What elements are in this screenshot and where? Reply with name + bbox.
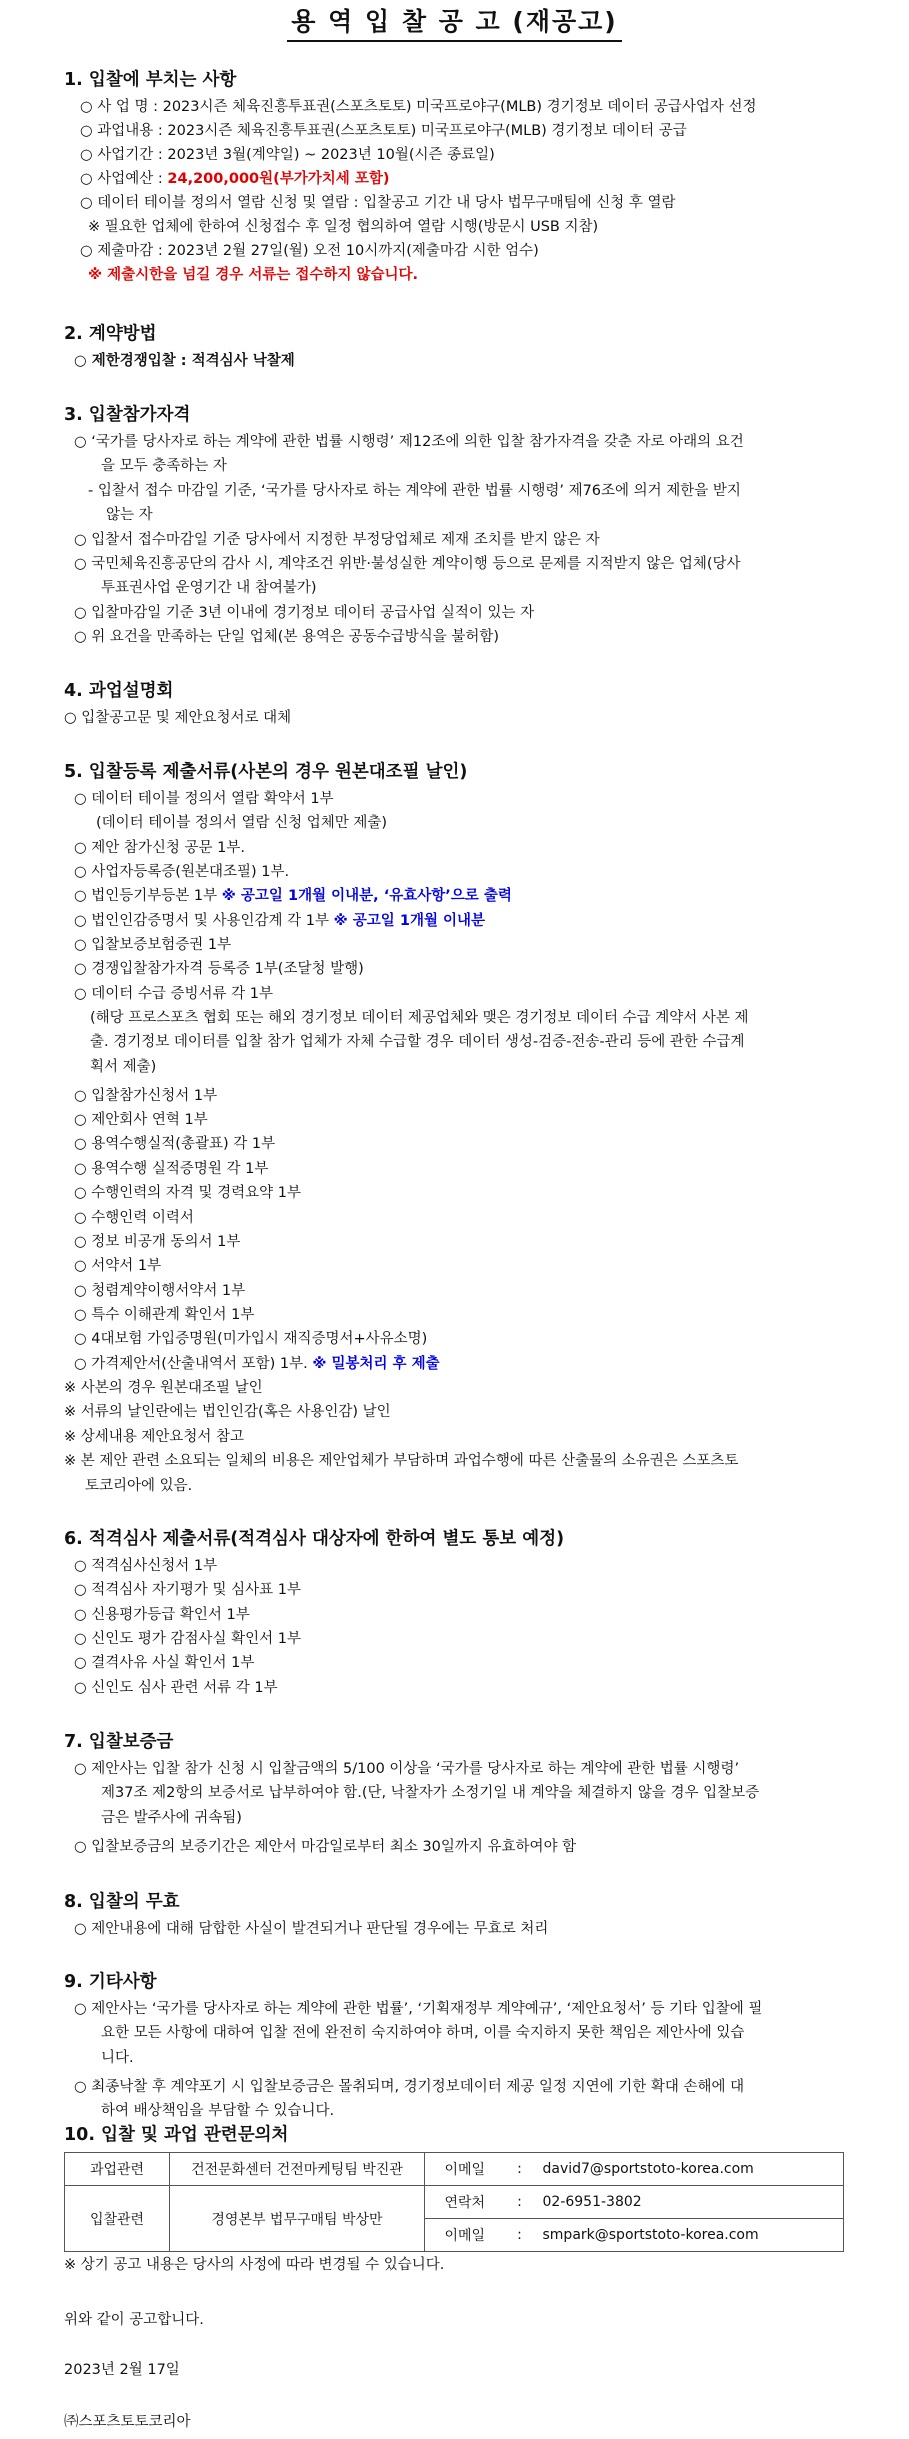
section-6-heading: 6. 적격심사 제출서류(적격심사 대상자에 한하여 별도 통보 예정) bbox=[64, 1529, 565, 1549]
section-2-heading: 2. 계약방법 bbox=[64, 324, 157, 344]
s1-data-table: ○ 데이터 테이블 정의서 열람 신청 및 열람 : 입찰공고 기간 내 당사 법무구매팀에 신청 후 열람 bbox=[80, 195, 676, 211]
s5-item-17: ○ 청렴계약이행서약서 1부 bbox=[74, 1283, 246, 1299]
s9-line-3: 니다. bbox=[101, 2050, 134, 2066]
s3-line-8: ○ 입찰마감일 기준 3년 이내에 경기정보 데이터 공급사업 실적이 있는 자 bbox=[74, 605, 535, 621]
s3-line-3: - 입찰서 접수 마감일 기준, ‘국가를 당사자로 하는 계약에 관한 법률 시행령’ 제76조에 의거 제한을 받지 bbox=[88, 483, 741, 499]
s5-item-10: ○ 제안회사 연혁 1부 bbox=[74, 1112, 208, 1128]
s3-line-9: ○ 위 요건을 만족하는 단일 업체(본 용역은 공동수급방식을 불허함) bbox=[74, 629, 500, 645]
s5-item-6: ○ 입찰보증보험증권 1부 bbox=[74, 937, 232, 953]
s1-budget-amount: 24,200,000원(부가가치세 포함) bbox=[167, 171, 390, 187]
s1-period: ○ 사업기간 : 2023년 3월(계약일) ~ 2023년 10월(시즌 종료일) bbox=[80, 147, 495, 163]
s5-item-8-detail-2: 출. 경기정보 데이터를 입찰 참가 업체가 자체 수급할 경우 데이터 생성-검증-전송-관리 등에 관한 수급계 bbox=[90, 1034, 745, 1050]
s1-deadline-warning: ※ 제출시한을 넘길 경우 서류는 접수하지 않습니다. bbox=[88, 267, 419, 283]
s5-item-8: ○ 데이터 수급 증빙서류 각 1부 bbox=[74, 986, 273, 1002]
s5-item-8-detail-3: 획서 제출) bbox=[90, 1059, 157, 1075]
s5-item-1-note: (데이터 테이블 정의서 열람 신청 업체만 제출) bbox=[96, 815, 388, 831]
s7-line-3: 금은 발주사에 귀속됨) bbox=[101, 1810, 242, 1826]
s1-budget: ○ 사업예산 : 24,200,000원(부가가치세 포함) bbox=[80, 171, 390, 187]
contact-field-label: 이메일 bbox=[425, 2219, 505, 2252]
s6-item-3: ○ 신용평가등급 확인서 1부 bbox=[74, 1607, 250, 1623]
s7-line-2: 제37조 제2항의 보증서로 납부하여야 함.(단, 낙찰자가 소정기일 내 계약을 체결하지 않을 경우 입찰보증 bbox=[101, 1785, 760, 1801]
s5-item-4: ○ 법인등기부등본 1부 ※ 공고일 1개월 이내분, ‘유효사항’으로 출력 bbox=[74, 888, 512, 904]
s1-project-name: ○ 사 업 명 : 2023시즌 체육진흥투표권(스포츠토토) 미국프로야구(MLB) 경기정보 데이터 공급사업자 선정 bbox=[80, 99, 757, 115]
s5-item-19: ○ 4대보험 가입증명원(미가입시 재직증명서+사유소명) bbox=[74, 1331, 428, 1347]
s6-item-2: ○ 적격심사 자기평가 및 심사표 1부 bbox=[74, 1582, 302, 1598]
s5-note-4: ※ 본 제안 관련 소요되는 일체의 비용은 제안업체가 부담하며 과업수행에 따른 산출물의 소유권은 스포츠토 bbox=[64, 1453, 739, 1469]
s5-item-13: ○ 수행인력의 자격 및 경력요약 1부 bbox=[74, 1185, 302, 1201]
s5-item-1: ○ 데이터 테이블 정의서 열람 확약서 1부 bbox=[74, 791, 334, 807]
contact-table bbox=[64, 2152, 844, 2252]
section-4-heading: 4. 과업설명회 bbox=[64, 681, 174, 701]
s5-item-5: ○ 법인인감증명서 및 사용인감계 각 1부 ※ 공고일 1개월 이내분 bbox=[74, 913, 486, 929]
s5-note-1: ※ 사본의 경우 원본대조필 날인 bbox=[64, 1380, 263, 1396]
s7-line-4: ○ 입찰보증금의 보증기간은 제안서 마감일로부터 최소 30일까지 유효하여야 함 bbox=[74, 1839, 577, 1855]
contact-field-label: 연락처 bbox=[425, 2186, 505, 2219]
contact-person: 건전문화센터 건전마케팅팀 박진관 bbox=[170, 2153, 425, 2186]
footer-company: ㈜스포츠토토코리아 bbox=[64, 2414, 191, 2430]
contact-colon: : bbox=[505, 2186, 535, 2219]
s5-item-15: ○ 정보 비공개 동의서 1부 bbox=[74, 1234, 241, 1250]
s6-item-5: ○ 결격사유 사실 확인서 1부 bbox=[74, 1655, 255, 1671]
section-5-heading: 5. 입찰등록 제출서류(사본의 경우 원본대조필 날인) bbox=[64, 762, 468, 782]
table-row bbox=[65, 2153, 844, 2186]
s4-line-1: ○ 입찰공고문 및 제안요청서로 대체 bbox=[64, 710, 292, 726]
contact-colon: : bbox=[505, 2219, 535, 2252]
s5-note-2: ※ 서류의 날인란에는 법인인감(혹은 사용인감) 날인 bbox=[64, 1404, 391, 1420]
s5-item-20: ○ 가격제안서(산출내역서 포함) 1부. ※ 밀봉처리 후 제출 bbox=[74, 1356, 440, 1372]
s5-item-9: ○ 입찰참가신청서 1부 bbox=[74, 1088, 218, 1104]
s9-line-2: 요한 모든 사항에 대하여 입찰 전에 완전히 숙지하여야 하며, 이를 숙지하지 못한 책임은 제안사에 있습 bbox=[101, 2025, 745, 2041]
s8-line-1: ○ 제안내용에 대해 담합한 사실이 발견되거나 판단될 경우에는 무효로 처리 bbox=[74, 1921, 549, 1937]
contact-person: 경영본부 법무구매팀 박상만 bbox=[170, 2186, 425, 2252]
s5-item-4-note: ※ 공고일 1개월 이내분, ‘유효사항’으로 출력 bbox=[221, 888, 512, 904]
contact-email-link[interactable]: smpark@sportstoto-korea.com bbox=[535, 2219, 844, 2252]
section-8-heading: 8. 입찰의 무효 bbox=[64, 1892, 180, 1912]
section-10-heading: 10. 입찰 및 과업 관련문의처 bbox=[64, 2125, 289, 2145]
s1-scope: ○ 과업내용 : 2023시즌 체육진흥투표권(스포츠토토) 미국프로야구(MLB) 경기정보 데이터 공급 bbox=[80, 123, 687, 139]
s5-item-8-detail-1: (해당 프로스포츠 협회 또는 해외 경기정보 데이터 제공업체와 맺은 경기정보 데이터 수급 계약서 사본 제 bbox=[90, 1010, 749, 1026]
contact-email-link[interactable]: david7@sportstoto-korea.com bbox=[535, 2153, 844, 2186]
s3-line-1: ○ ‘국가를 당사자로 하는 계약에 관한 법률 시행령’ 제12조에 의한 입찰 참가자격을 갖춘 자로 아래의 요건 bbox=[74, 434, 744, 450]
s3-line-6: ○ 국민체육진흥공단의 감사 시, 계약조건 위반·불성실한 계약이행 등으로 문제를 지적받지 않은 업체(당사 bbox=[74, 556, 741, 572]
s3-line-4: 않는 자 bbox=[106, 507, 153, 523]
s2-method: ○ 제한경쟁입찰 : 적격심사 낙찰제 bbox=[74, 353, 295, 369]
s5-item-16: ○ 서약서 1부 bbox=[74, 1258, 162, 1274]
s5-note-4-cont: 토코리아에 있음. bbox=[85, 1478, 193, 1494]
contact-category: 입찰관련 bbox=[65, 2186, 170, 2252]
s9-line-1: ○ 제안사는 ‘국가를 당사자로 하는 계약에 관한 법률’, ‘기획재정부 계약예규’, ‘제안요청서’ 등 기타 입찰에 필 bbox=[74, 2001, 763, 2017]
footer-announce: 위와 같이 공고합니다. bbox=[64, 2312, 204, 2328]
contact-category: 과업관련 bbox=[65, 2153, 170, 2186]
s7-line-1: ○ 제안사는 입찰 참가 신청 시 입찰금액의 5/100 이상을 ‘국가를 당사자로 하는 계약에 관한 법률 시행령’ bbox=[74, 1761, 740, 1777]
footer-date: 2023년 2월 17일 bbox=[64, 2362, 180, 2378]
s5-item-3: ○ 사업자등록증(원본대조필) 1부. bbox=[74, 864, 290, 880]
section-1-heading: 1. 입찰에 부치는 사항 bbox=[64, 70, 237, 90]
s1-note: ※ 필요한 업체에 한하여 신청접수 후 일정 협의하여 열람 시행(방문시 USB 지참) bbox=[88, 219, 599, 235]
page-title: 용 역 입 찰 공 고 (재공고) bbox=[0, 2, 909, 42]
s3-line-7: 투표권사업 운영기간 내 참여불가) bbox=[101, 580, 317, 596]
s6-item-1: ○ 적격심사신청서 1부 bbox=[74, 1558, 218, 1574]
s3-line-2: 을 모두 충족하는 자 bbox=[101, 458, 227, 474]
contact-colon: : bbox=[505, 2153, 535, 2186]
s5-item-20-note: ※ 밀봉처리 후 제출 bbox=[312, 1356, 440, 1372]
s5-item-11: ○ 용역수행실적(총괄표) 각 1부 bbox=[74, 1136, 276, 1152]
s5-item-7: ○ 경쟁입찰참가자격 등록증 1부(조달청 발행) bbox=[74, 961, 364, 977]
section-9-heading: 9. 기타사항 bbox=[64, 1972, 157, 1992]
s5-note-3: ※ 상세내용 제안요청서 참고 bbox=[64, 1429, 245, 1445]
s9-line-4: ○ 최종낙찰 후 계약포기 시 입찰보증금은 몰취되며, 경기정보데이터 제공 일정 지연에 기한 확대 손해에 대 bbox=[74, 2079, 745, 2095]
s3-line-5: ○ 입찰서 접수마감일 기준 당사에서 지정한 부정당업체로 제재 조치를 받지 않은 자 bbox=[74, 532, 600, 548]
s6-item-6: ○ 신인도 심사 관련 서류 각 1부 bbox=[74, 1680, 278, 1696]
section-3-heading: 3. 입찰참가자격 bbox=[64, 405, 191, 425]
footer-note: ※ 상기 공고 내용은 당사의 사정에 따라 변경될 수 있습니다. bbox=[64, 2257, 445, 2273]
s1-deadline: ○ 제출마감 : 2023년 2월 27일(월) 오전 10시까지(제출마감 시한 엄수) bbox=[80, 243, 539, 259]
s5-item-5-note: ※ 공고일 1개월 이내분 bbox=[333, 913, 486, 929]
table-row bbox=[65, 2186, 844, 2219]
section-7-heading: 7. 입찰보증금 bbox=[64, 1732, 174, 1752]
s5-item-14: ○ 수행인력 이력서 bbox=[74, 1210, 194, 1226]
s5-item-18: ○ 특수 이해관계 확인서 1부 bbox=[74, 1307, 255, 1323]
s5-item-2: ○ 제안 참가신청 공문 1부. bbox=[74, 840, 245, 856]
contact-field-label: 이메일 bbox=[425, 2153, 505, 2186]
s5-item-12: ○ 용역수행 실적증명원 각 1부 bbox=[74, 1161, 269, 1177]
contact-phone[interactable]: 02-6951-3802 bbox=[535, 2186, 844, 2219]
s6-item-4: ○ 신인도 평가 감점사실 확인서 1부 bbox=[74, 1631, 302, 1647]
s9-line-5: 하여 배상책임을 부담할 수 있습니다. bbox=[101, 2103, 335, 2119]
